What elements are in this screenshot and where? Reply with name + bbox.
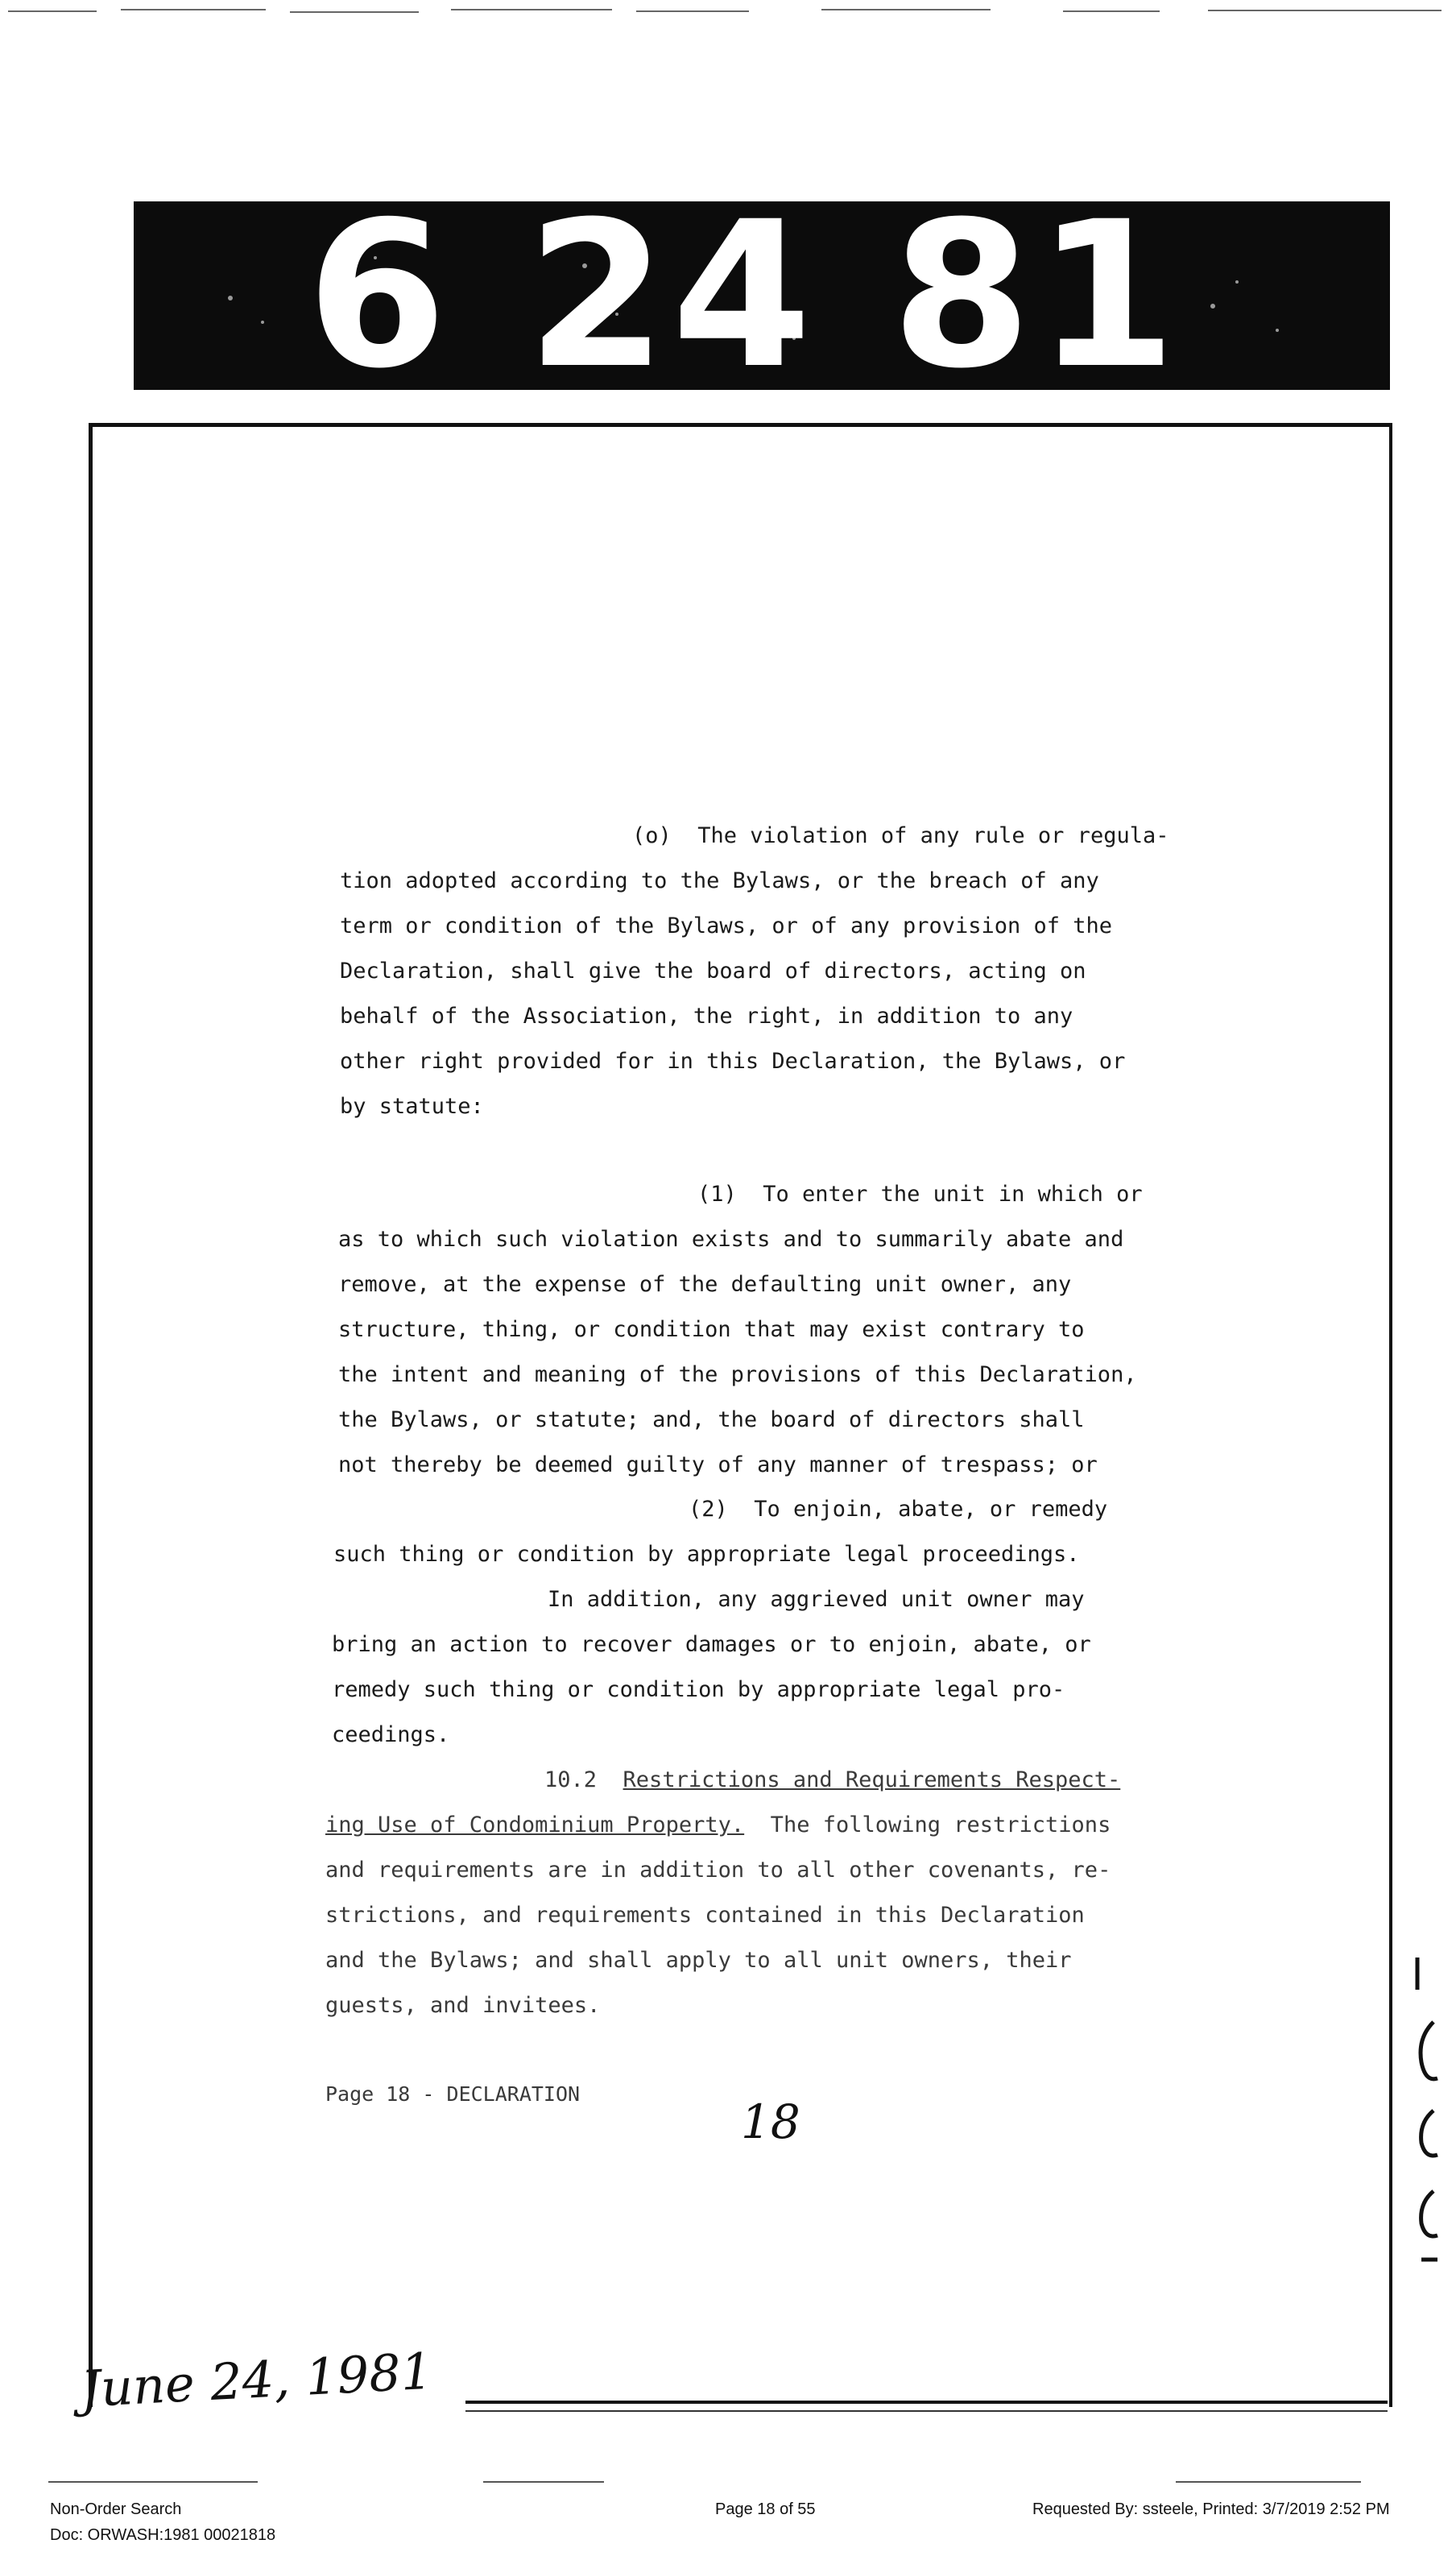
aggrieved-owner-line: ceedings. [332, 1722, 450, 1747]
section-heading-part2: ing Use of Condominium Property. [325, 1812, 745, 1837]
footer-rule [1176, 2481, 1361, 2483]
page-label: Page 18 - DECLARATION [325, 2082, 581, 2106]
aggrieved-owner-line: bring an action to recover damages or to enjoin, abate, or [332, 1632, 1091, 1657]
footer-rule [48, 2481, 258, 2483]
item-1-line: not thereby be deemed guilty of any manner of trespass; or [338, 1452, 1098, 1477]
item-2-line: (2) To enjoin, abate, or remedy [689, 1497, 1108, 1522]
item-1-line: as to which such violation exists and to summarily abate and [338, 1227, 1124, 1252]
section-10-2-line: strictions, and requirements contained in this Declaration [325, 1903, 1085, 1928]
section-heading-part1: Restrictions and Requirements Respect- [623, 1767, 1121, 1792]
handwritten-date: June 24, 1981 [79, 2341, 434, 2419]
item-1-line: the intent and meaning of the provisions of this Declaration, [338, 1362, 1137, 1387]
paragraph-o-line: other right provided for in this Declaration, the Bylaws, or [340, 1049, 1126, 1074]
section-10-2-line: guests, and invitees. [325, 1993, 601, 2018]
item-2-line: such thing or condition by appropriate legal proceedings. [333, 1542, 1080, 1567]
handwritten-page-number: 18 [741, 2094, 800, 2149]
stamp-number: 6 24 81 [307, 178, 1181, 412]
item-1-line: structure, thing, or condition that may exist contrary to [338, 1317, 1085, 1342]
section-10-2-line: and requirements are in addition to all other covenants, re- [325, 1858, 1111, 1883]
section-10-2-heading-line [544, 1767, 1120, 1793]
item-1-line: remove, at the expense of the defaulting unit owner, any [338, 1272, 1072, 1297]
print-footer [0, 2481, 1456, 2552]
aggrieved-owner-line: remedy such thing or condition by appropriate legal pro- [332, 1677, 1065, 1702]
footer-requested-by: Requested By: ssteele, Printed: 3/7/2019 2:52 PM [1032, 2500, 1390, 2518]
footer-page-count: Page 18 of 55 [715, 2500, 816, 2518]
item-1-line: (1) To enter the unit in which or [697, 1182, 1143, 1207]
paragraph-o-line: tion adopted according to the Bylaws, or the breach of any [340, 868, 1099, 893]
paragraph-o-line: by statute: [340, 1094, 484, 1119]
footer-doc-id: Doc: ORWASH:1981 00021818 [50, 2526, 276, 2544]
section-10-2-line: and the Bylaws; and shall apply to all unit owners, their [325, 1948, 1072, 1973]
item-1-line: the Bylaws, or statute; and, the board of directors shall [338, 1407, 1085, 1432]
paragraph-o-line: (o) The violation of any rule or regula- [632, 823, 1169, 848]
section-10-2-heading-line [325, 1812, 1111, 1838]
aggrieved-owner-line: In addition, any aggrieved unit owner may [548, 1587, 1085, 1612]
footer-search-type: Non-Order Search [50, 2500, 182, 2518]
paragraph-o-line: behalf of the Association, the right, in addition to any [340, 1004, 1073, 1029]
margin-scan-marks [1401, 1949, 1450, 2288]
section-intro: The following restrictions [744, 1812, 1111, 1837]
section-number: 10.2 [544, 1767, 598, 1792]
paragraph-o-line: term or condition of the Bylaws, or of any provision of the [340, 914, 1113, 938]
paragraph-o-line: Declaration, shall give the board of directors, acting on [340, 959, 1086, 984]
footer-rule [483, 2481, 604, 2483]
